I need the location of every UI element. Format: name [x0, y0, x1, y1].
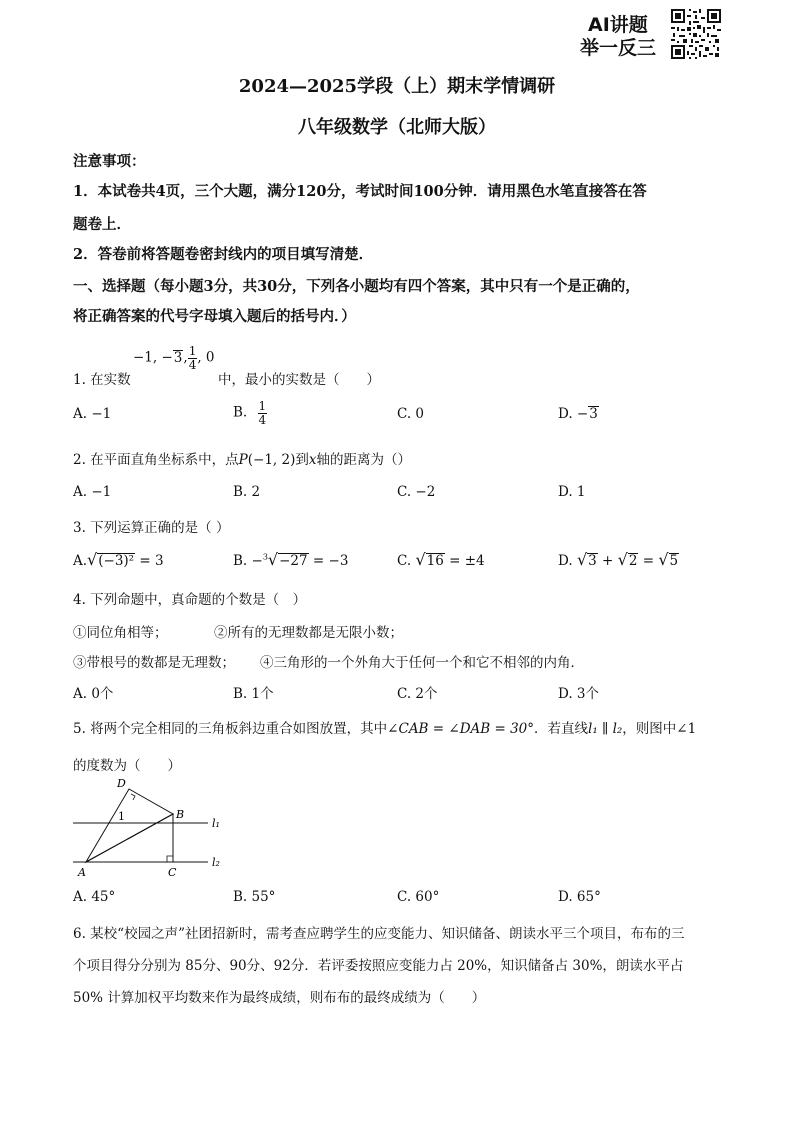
- q3-option-c-radicand: 16: [426, 553, 444, 569]
- q1-option-d-label: D. −: [558, 406, 589, 422]
- brand-text-line1: AI讲题: [588, 14, 648, 36]
- q1-option-d-sqrt: [588, 406, 599, 422]
- q5-stem-suffix: ，则图中∠1: [622, 721, 697, 737]
- label-a: A: [78, 866, 86, 879]
- q2-coords: (−1, 2): [247, 452, 296, 468]
- q1-option-b-den: 4: [258, 412, 267, 427]
- q2-stem: [73, 448, 411, 468]
- q4-option-d[interactable]: D. 3个: [558, 686, 600, 702]
- q6-stem-line3: 50% 计算加权平均数来作为最终成绩，则布布的最终成绩为（ ）: [73, 990, 486, 1006]
- q1-option-a[interactable]: A. −1: [73, 406, 112, 422]
- q3-option-b-rhs: = −3: [308, 553, 349, 569]
- q2-axis: x: [308, 452, 317, 468]
- q1-stem-suffix: 中，最小的实数是（ ）: [218, 372, 380, 388]
- q1-number-list: −1, −3, $\frac{1}{4}$ , 0: [133, 344, 215, 372]
- q1-option-d-radicand: 3: [589, 406, 598, 422]
- q2-stem-mid: 到: [295, 452, 309, 468]
- q1-option-b-fraction: [258, 400, 268, 426]
- brand-badge: [578, 9, 724, 57]
- qr-code-icon[interactable]: [671, 9, 721, 59]
- q1-option-b-num: 1: [258, 399, 267, 413]
- q5-lines: l₁ ∥ l₂: [588, 721, 623, 737]
- q1-option-c[interactable]: C. 0: [397, 406, 425, 422]
- q5-stem-line1: [73, 717, 696, 737]
- q3-option-b[interactable]: [233, 550, 348, 569]
- q1-option-b-label: B.: [233, 404, 248, 421]
- q5-angles: ∠CAB = ∠DAB = 30°: [387, 721, 535, 737]
- q1-sqrt: [173, 350, 184, 366]
- q3-option-d-plus: +: [597, 553, 618, 569]
- q3-option-c-radical: √: [415, 550, 426, 569]
- q3-option-a[interactable]: [73, 550, 164, 569]
- q3-option-a-label: A.: [73, 553, 88, 569]
- q3-option-b-radical: √: [267, 550, 279, 569]
- q3-option-d-radical1: √: [576, 550, 588, 569]
- q3-option-d-radical2: √: [617, 550, 628, 569]
- q1-option-b[interactable]: [233, 400, 267, 426]
- notice-item1-line2: 题卷上．: [73, 216, 131, 233]
- q5-option-b[interactable]: B. 55°: [233, 889, 276, 905]
- q3-option-c-rhs: = ±4: [444, 553, 485, 569]
- triangle-adb: [86, 789, 173, 862]
- right-angle-d: [131, 794, 135, 800]
- notice-item2: 2．答卷前将答题卷密封线内的项目填写清楚．: [73, 246, 374, 263]
- q3-option-c-label: C.: [397, 553, 412, 569]
- label-l2: l₂: [212, 856, 220, 869]
- q3-option-a-radicand: (−3)²: [98, 553, 135, 569]
- section-heading-line2: 将正确答案的代号字母填入题后的括号内．）: [73, 308, 356, 325]
- q2-stem-prefix: 2. 在平面直角坐标系中，点: [73, 452, 239, 468]
- label-angle-1: 1: [118, 810, 125, 823]
- q2-stem-suffix: 轴的距离为（）: [316, 452, 411, 468]
- q3-option-d-r3: 5: [669, 553, 679, 569]
- q1-frac-num: 1: [188, 344, 197, 358]
- q1-numbers-prefix: −1, −: [133, 349, 173, 366]
- q3-option-c[interactable]: [397, 550, 485, 569]
- q2-option-b[interactable]: B. 2: [233, 484, 261, 500]
- q2-option-a[interactable]: A. −1: [73, 484, 112, 500]
- q1-fraction: [188, 345, 198, 371]
- q3-option-d-eq: =: [638, 553, 659, 569]
- q1-frac-den: 4: [188, 357, 197, 372]
- q4-statement-3: ③带根号的数都是无理数；: [73, 655, 235, 671]
- label-b: B: [176, 808, 185, 821]
- label-l1: l₁: [212, 817, 220, 830]
- q3-option-b-label: B. −: [233, 553, 263, 569]
- q3-option-d-label: D.: [558, 553, 573, 569]
- q3-option-b-index: 3: [262, 552, 268, 562]
- q4-statement-2: ②所有的无理数都是无限小数；: [214, 625, 403, 641]
- q2-option-c[interactable]: C. −2: [397, 484, 436, 500]
- q5-figure: [70, 776, 235, 880]
- q4-statement-1: ①同位角相等；: [73, 625, 168, 641]
- q5-stem-line2: 的度数为（ ）: [73, 758, 181, 774]
- q3-option-d[interactable]: [558, 550, 679, 569]
- q4-statement-4: ④三角形的一个外角大于任何一个和它不相邻的内角．: [260, 655, 584, 671]
- q3-option-a-radical: √: [87, 550, 98, 569]
- label-c: C: [168, 866, 177, 879]
- notice-item1-line1: 1．本试卷共4页，三个大题，满分120分，考试时间100分钟．请用黑色水笔直接答在答: [73, 183, 647, 200]
- q1-option-d[interactable]: [558, 406, 599, 422]
- q2-point: P: [238, 452, 248, 468]
- q1-stem-prefix: 1. 在实数: [73, 372, 131, 388]
- q4-option-a[interactable]: A. 0个: [73, 686, 114, 702]
- brand-text-line2: 举一反三: [580, 37, 657, 59]
- q5-option-a[interactable]: A. 45°: [73, 889, 116, 905]
- q5-stem-prefix: 5. 将两个完全相同的三角板斜边重合如图放置，其中: [73, 721, 388, 737]
- q3-option-d-r2: 2: [628, 553, 638, 569]
- q4-option-b[interactable]: B. 1个: [233, 686, 274, 702]
- section-heading-line1: 一、选择题（每小题3分，共30分，下列各小题均有四个答案，其中只有一个是正确的，: [73, 278, 640, 295]
- q3-option-b-radicand: −27: [279, 553, 308, 569]
- right-angle-c: [167, 856, 173, 862]
- q3-option-d-radical3: √: [658, 550, 669, 569]
- q4-stem: 4. 下列命题中，真命题的个数是（ ）: [73, 592, 307, 608]
- q1-sqrt-radicand: 3: [173, 349, 183, 366]
- q2-option-d[interactable]: D. 1: [558, 484, 586, 500]
- label-d: D: [117, 777, 126, 790]
- q3-stem: 3. 下列运算正确的是（ ）: [73, 520, 230, 536]
- q6-stem-line1: 6. 某校“校园之声”社团招新时，需考查应聘学生的应变能力、知识储备、朗读水平三个项目，布布的三: [73, 926, 685, 942]
- q5-stem-mid: ．若直线: [534, 721, 589, 737]
- q3-option-a-rhs: = 3: [135, 553, 164, 569]
- q4-option-c[interactable]: C. 2个: [397, 686, 438, 702]
- q5-option-c[interactable]: C. 60°: [397, 889, 440, 905]
- q1-numbers-suffix: , 0: [197, 349, 215, 366]
- triangle-acb: [86, 814, 173, 862]
- notice-heading: 注意事项：: [73, 153, 146, 170]
- page-subtitle: 八年级数学（北师大版）: [298, 117, 496, 138]
- q5-option-d[interactable]: D. 65°: [558, 889, 601, 905]
- q6-stem-line2: 个项目得分分别为 85分、90分、92分．若评委按照应变能力占 20%，知识储备占 30%，朗读水平占: [73, 958, 684, 974]
- q3-option-d-r1: 3: [588, 553, 597, 569]
- page-title: 2024—2025学段（上）期末学情调研: [238, 76, 556, 97]
